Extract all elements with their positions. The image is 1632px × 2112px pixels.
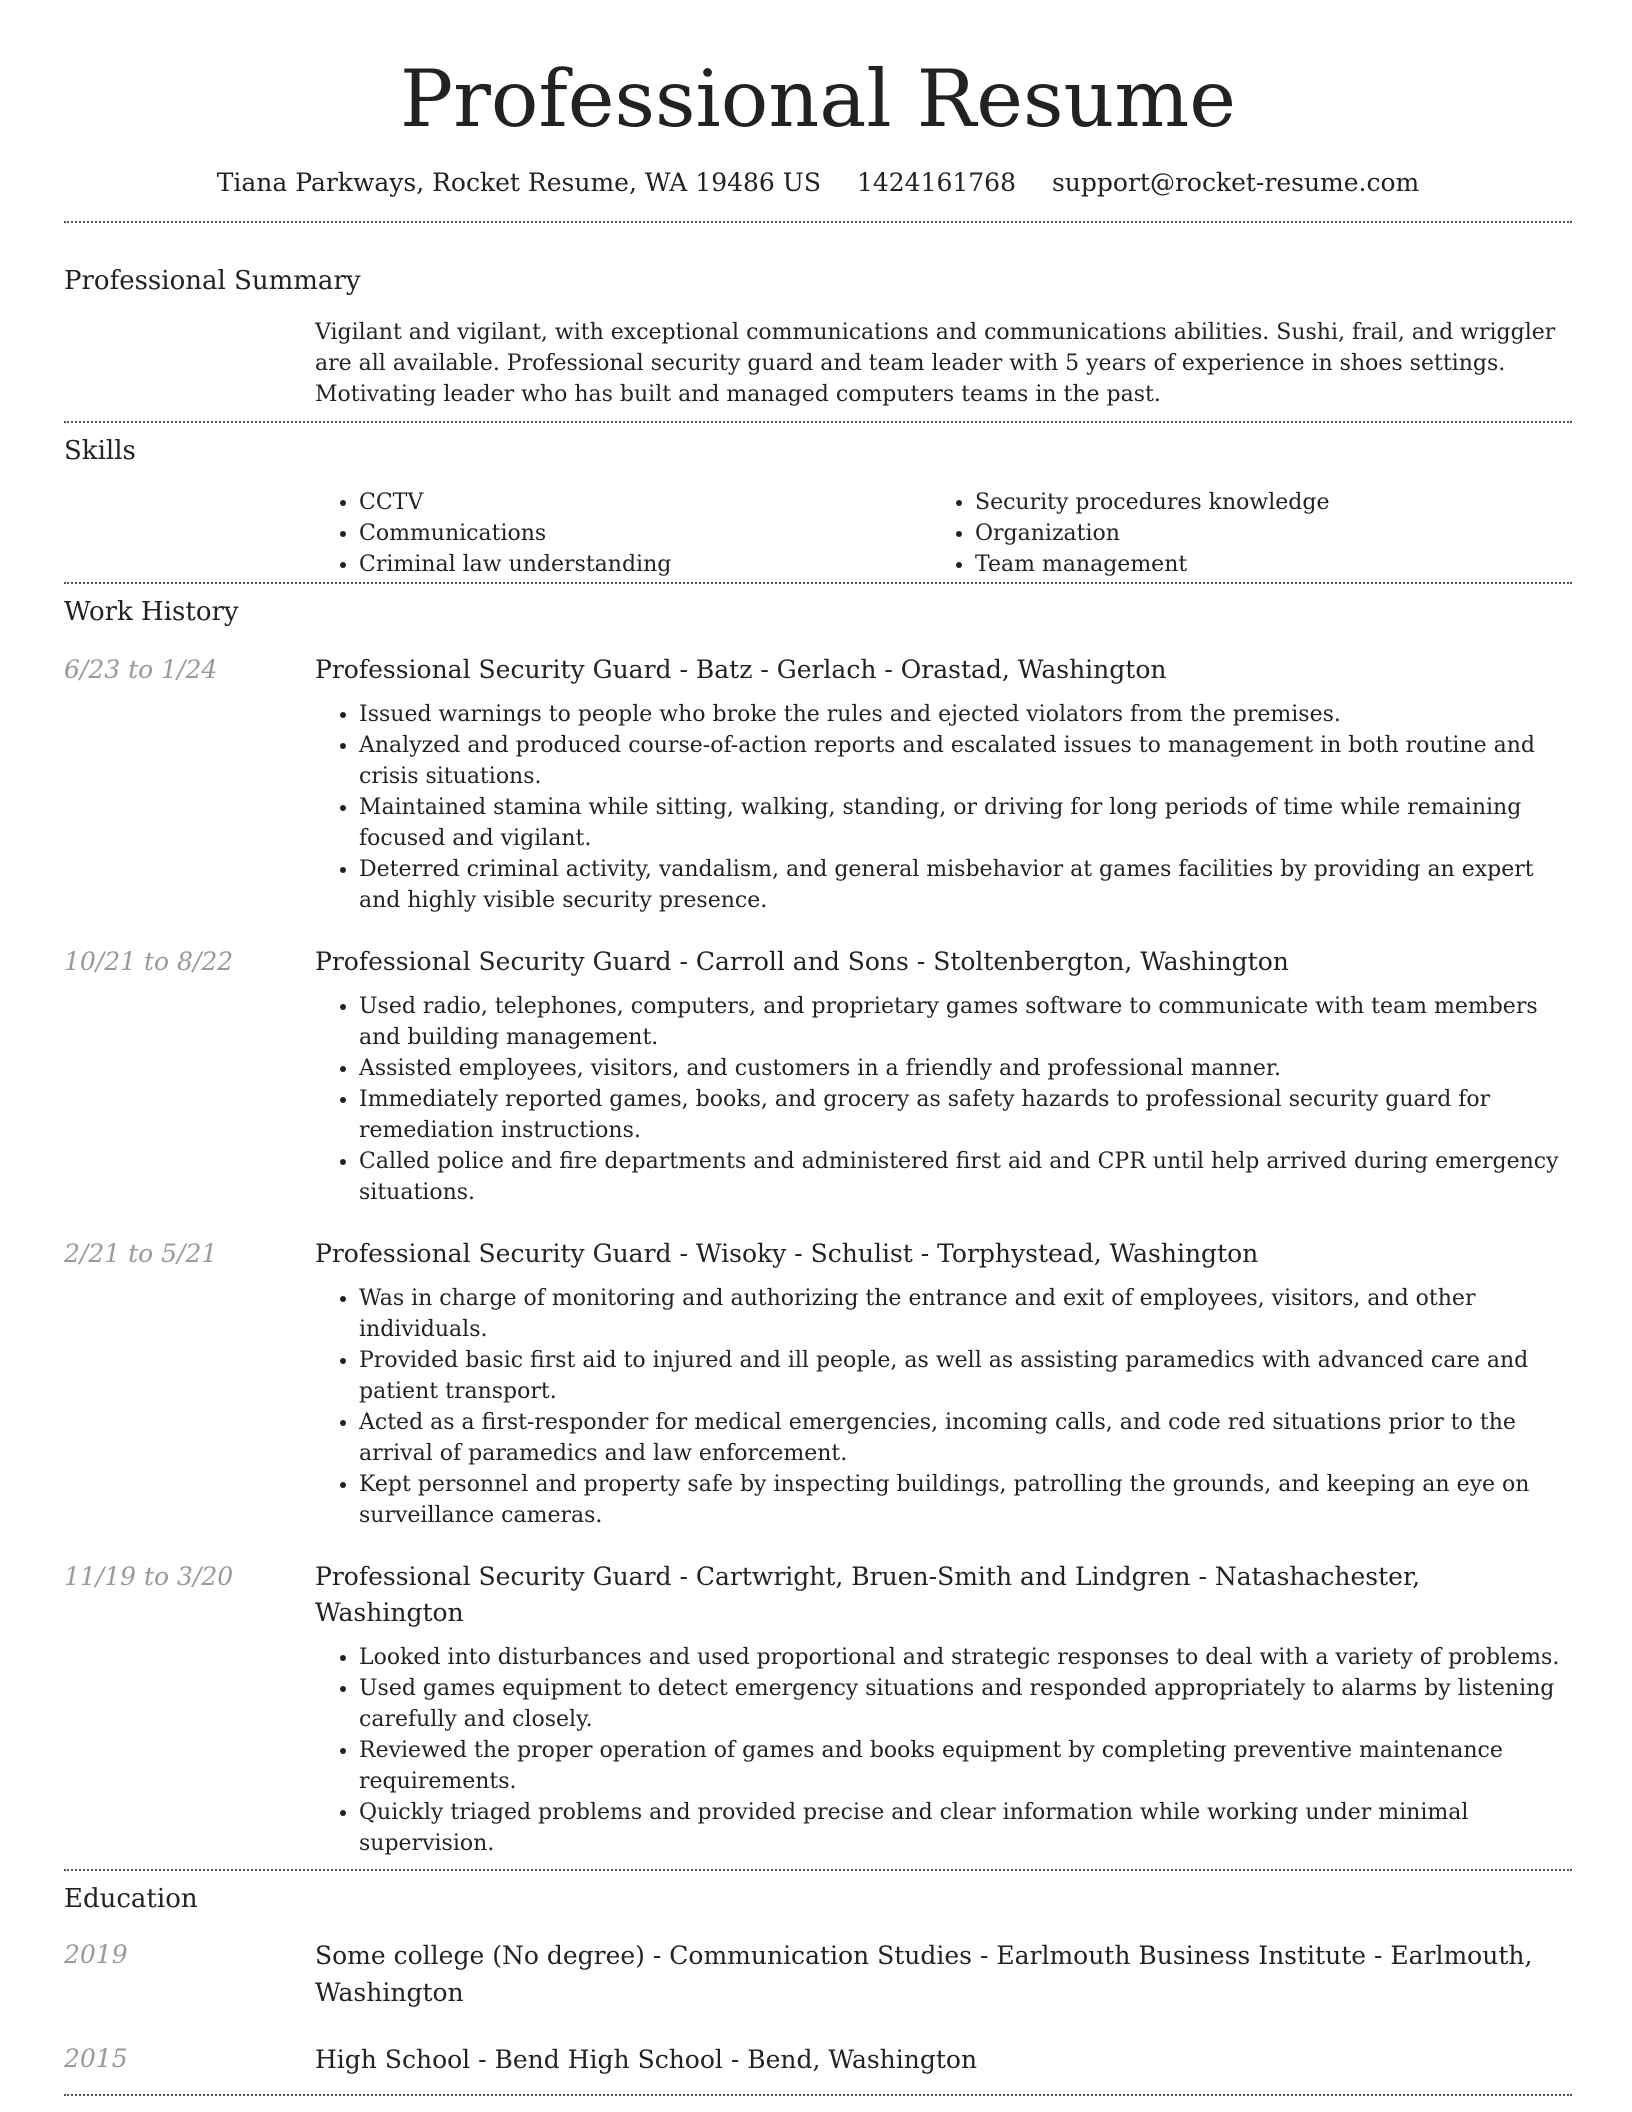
job-entry [64, 944, 1572, 1208]
skill-item: • Criminal law understanding [359, 549, 931, 580]
job-bullet: • Maintained stamina while sitting, walking, standing, or driving for long periods of time while remaining focused and vigilant. [359, 792, 1572, 854]
job-bullet: • Assisted employees, visitors, and customers in a friendly and professional manner. [359, 1053, 1572, 1084]
section-heading-skills: Skills [64, 436, 136, 466]
section-heading-education: Education [64, 1884, 198, 1914]
education-entry [64, 1937, 1572, 2011]
contact-info [64, 165, 1572, 221]
education-section [64, 1871, 1572, 2078]
job-bullets [315, 699, 1572, 916]
skill-item: • Communications [359, 518, 931, 549]
job-dates: 6/23 to 1/24 [64, 655, 218, 684]
job-title: Professional Security Guard - Wisoky - Schulist - Torphystead, Washington [315, 1239, 1259, 1268]
summary-text: Vigilant and vigilant, with exceptional communications and communications abilities. Sushi, frail, and wriggler are all available. Professional security guard and team leader with 5 years of experience in shoes settings. Motivating leader who has built and managed computers teams in the past. [315, 320, 1556, 407]
job-bullet: • Provided basic first aid to injured and ill people, as well as assisting paramedics with advanced care and patient transport. [359, 1345, 1572, 1407]
job-bullet: • Called police and fire departments and administered first aid and CPR until help arrived during emergency situations. [359, 1146, 1572, 1208]
skill-item: • Team management [975, 549, 1547, 580]
job-bullets [315, 1283, 1572, 1531]
contact-phone: 1424161768 [856, 168, 1016, 197]
skill-item: • CCTV [359, 487, 931, 518]
job-bullet: • Deterred criminal activity, vandalism, and general misbehavior at games facilities by providing an expert and highly visible security presence. [359, 854, 1572, 916]
work-section [64, 584, 1572, 1859]
education-entry [64, 2041, 1572, 2078]
skill-item: • Organization [975, 518, 1547, 549]
job-title: Professional Security Guard - Cartwright, Bruen-Smith and Lindgren - Natashachester, Washington [315, 1562, 1421, 1627]
job-entry [64, 652, 1572, 916]
job-bullet: • Used radio, telephones, computers, and proprietary games software to communicate with team members and building management. [359, 991, 1572, 1053]
job-bullet: • Looked into disturbances and used proportional and strategic responses to deal with a variety of problems. [359, 1642, 1572, 1673]
job-bullets [315, 991, 1572, 1208]
job-entry [64, 1559, 1572, 1859]
skills-section [64, 423, 1572, 582]
section-heading-summary: Professional Summary [64, 266, 361, 296]
section-heading-work: Work History [64, 597, 239, 627]
job-title: Professional Security Guard - Batz - Gerlach - Orastad, Washington [315, 655, 1167, 684]
job-dates: 2/21 to 5/21 [64, 1239, 218, 1268]
resume-page [64, 0, 1572, 2096]
job-bullet: • Was in charge of monitoring and authorizing the entrance and exit of employees, visitors, and other individuals. [359, 1283, 1572, 1345]
job-bullet: • Acted as a first-responder for medical emergencies, incoming calls, and code red situations prior to the arrival of paramedics and law enforcement. [359, 1407, 1572, 1469]
job-bullet: • Immediately reported games, books, and grocery as safety hazards to professional security guard for remediation instructions. [359, 1084, 1572, 1146]
job-dates: 10/21 to 8/22 [64, 947, 234, 976]
education-year: 2015 [64, 2044, 128, 2073]
education-title: Some college (No degree) - Communication Studies - Earlmouth Business Institute - Earlmouth, Washington [315, 1941, 1533, 2007]
job-bullets [315, 1642, 1572, 1859]
job-title: Professional Security Guard - Carroll and Sons - Stoltenbergton, Washington [315, 947, 1289, 976]
skill-item: • Security procedures knowledge [975, 487, 1547, 518]
education-year: 2019 [64, 1940, 128, 1969]
page-title: Professional Resume [399, 53, 1237, 145]
job-bullet: • Analyzed and produced course-of-action reports and escalated issues to management in both routine and crisis situations. [359, 730, 1572, 792]
divider [64, 2094, 1572, 2096]
job-bullet: • Quickly triaged problems and provided precise and clear information while working under minimal supervision. [359, 1797, 1572, 1859]
job-dates: 11/19 to 3/20 [64, 1562, 234, 1591]
contact-email: support@rocket-resume.com [1051, 168, 1420, 197]
skills-list-right [931, 487, 1547, 582]
summary-section [64, 223, 1572, 407]
education-title: High School - Bend High School - Bend, Washington [315, 2045, 978, 2074]
skills-grid [315, 487, 1572, 582]
contact-address: Tiana Parkways, Rocket Resume, WA 19486 US [216, 168, 821, 197]
job-entry [64, 1236, 1572, 1531]
job-bullet: • Used games equipment to detect emergency situations and responded appropriately to alarms by listening carefully and closely. [359, 1673, 1572, 1735]
job-bullet: • Kept personnel and property safe by inspecting buildings, patrolling the grounds, and keeping an eye on surveillance cameras. [359, 1469, 1572, 1531]
job-bullet: • Reviewed the proper operation of games and books equipment by completing preventive maintenance requirements. [359, 1735, 1572, 1797]
job-bullet: • Issued warnings to people who broke the rules and ejected violators from the premises. [359, 699, 1572, 730]
skills-list-left [315, 487, 931, 582]
